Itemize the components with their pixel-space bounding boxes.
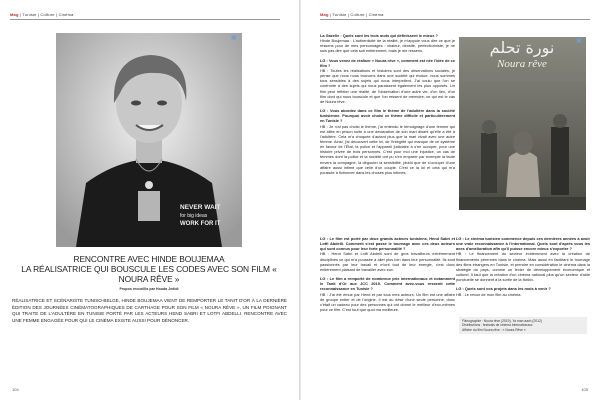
info-line: Distributions : festivals de cinéma internationaux: [462, 323, 533, 328]
question: LG : Le film est porté par deux grands acteurs tunisiens, Hend Sabri et Lotfi Abdelli. Comment s'est passé le tournage avec ces deux acteurs qui sont connus pour leur forte personnalité ?: [320, 236, 455, 252]
answer: HB : Le retour de mon film au cinéma.: [456, 291, 522, 297]
left-page: [0, 0, 299, 400]
brand-mark: Mag: [10, 12, 19, 17]
question: LG : Le cinéma tunisien commence depuis ces dernières années à avoir une vraie reconnaissance à l'international. Quels sont d'après vous les axes d'amélioration afin qu'il puisse encore mieux s'exporter ?: [456, 236, 590, 252]
answer: HB : Hend Sabri et Lotfi Abdelli sont de gros travailleurs extrêmement disciplinés ce qui m'a poussée à aller plus loin dans leur personnalité. Ils sont passionnés par leur travail et m'ont tout de leur énergie, c'est donc entièrement plaisant de travailler avec eux.: [320, 251, 455, 272]
right-page: [301, 0, 600, 400]
qa-item: [320, 33, 455, 54]
question: LG : Le film a remporté de nombreux prix internationaux et notamment le Tanit d'Or aux JCC 2019. Comment avez-vous ressenti cette reconnaissance en Tunisie ?: [320, 276, 455, 292]
image-link-icon[interactable]: ▣: [576, 38, 582, 44]
answer: Hinde Boujemaa : L'authenticité de la réalité, je m'appuie vous dire ce que je ressens pour de mes personnages : chaleur, densité, perfectionniste, je ne suis pas dire que cela soit entièrement, mais je me ressens.: [320, 38, 455, 54]
shirt-text-1: NEVER WAIT: [180, 204, 221, 211]
answer: HB : Toutes les réalisations et histoires sont des observations sociales, je pense que nous nous trouvons dans une société qui évolue, nous sommes tous sensibles à des sujets qui nous interpellent. J'ai voulu que l'on se confronte à des sujets qui nous paraissent également les plus opposés. Un film peut refléter une réalité, de l'observation d'une autre vie, d'un lien, d'un film dont qui nous bouscule et que l'on ressent de mémoire, ce qui est le cas de Noura rêve.: [320, 67, 455, 104]
question: La Gazelle : Quels sont les trois mots qui définissent le mieux ?: [320, 33, 438, 38]
answer: HB : Le financement du secteur évidemment avec la création de financements pérennes dans le cinéma. Mais aussi en facilitant le tournage des films étrangers en Tunisie, et prendre en considération le cinéma dans la stratégie du pays, comme un levier de développement économique et culturel. Il faut que la création d'un cinéma national plus qu'un secteur d'aide ponctuelle se donnent à la sortie de la fiction.: [456, 251, 590, 283]
article-intro: RÉALISATRICE ET SCÉNARISTE TUNISO-BELGE, HINDE BOUJEMAA VIENT DE REMPORTER LE TANIT D'OR À LA DERNIÈRE ÉDITION DES JOURNÉES CINÉMATOGRAPHIQUES DE CARTHAGE POUR SON FILM « NOURA RÊVE », UN FILM POIGNANT QUI TRAITE DE L'ADULTÈRE EN TUNISIE PORTÉ PAR LES ACTEURS HEND SABRI ET LOTFI ABDELLI. RENCONTRE AVEC UNE FEMME ENGAGÉE POUR QUI LE CINÉMA EXISTE AUSSI POUR DÉNONCER.: [12, 298, 287, 323]
film-poster: [459, 37, 586, 210]
qa-item: [320, 58, 455, 104]
shirt-text-2: for big ideas: [180, 213, 208, 219]
headline-line-1: RENCONTRE AVEC HINDE BOUJEMAA: [73, 254, 225, 264]
running-head-left: [10, 12, 74, 17]
byline: Propos recueillis par Houda Jedidi: [119, 287, 179, 291]
poster-latin-title: Noura rêve: [497, 58, 547, 70]
info-line: Filmographie : Noura rêve (2019), Ya man aach (2012): [462, 319, 542, 323]
interview-column-2: [456, 236, 590, 301]
qa-item: [320, 108, 455, 175]
article-headline: [10, 254, 288, 284]
running-head-right: [320, 12, 384, 17]
question: LG : Vous venez de réaliser « Noura rêve », comment est née l'idée de ce film ?: [320, 57, 455, 68]
page-number-right: 105: [581, 387, 588, 392]
question: LG : Quels sont vos projets dans les mois à venir ?: [456, 286, 551, 292]
film-info-box: [459, 317, 587, 334]
qa-item: [456, 286, 590, 296]
answer: HB : Je n'ai pas choisi le thème, j'ai entendu le témoignage d'une femme qui est allée en prison suite à une déclaration de son mari disant qu'elle a été à l'adultère. Cela m'a choquée d'autant plus que la mari vivait avec une autre femme. Ainsi, j'ai découvert cette loi, de l'intégrité qui manque de ce système en faveur de l'État, la police et l'appareil judiciaire à s'en occuper, pour une histoire privée de trois personnes. C'est pour moi une injustice, un cas de femmes dont la police et la société ont pu s'en emparer par exemple la faute envers la compagne, la dégouter la sensibilité, plutôt que de s'occuper d'une affaire aussi intime que celle d'un couple. C'est ce la loi et cela qui m'a poussée à fictionner dans les choses plus intimes.: [320, 123, 455, 175]
running-head-text: | Tunisie | Culture | Cinéma: [329, 12, 384, 17]
running-head-text: | Tunisie | Culture | Cinéma: [19, 12, 74, 17]
header-rule: [320, 19, 590, 20]
interview-column-1b: [320, 236, 455, 316]
brand-mark: Mag: [320, 12, 329, 17]
shirt-text-3: WORK FOR IT: [180, 221, 221, 227]
answer: HB : J'ai été émue par Hend et par tous mes acteurs. Un film est une affaire de groupe entier et de l'origine. Il est du désir d'une seule personne, donc c'était un cadeau pour des personnes qui ont donné le meilleur d'eux-mêmes pour ce film. C'est tout que quoi ma meilleure.: [320, 291, 455, 313]
header-rule: [10, 19, 280, 20]
headline-line-2: LA RÉALISATRICE QUI BOUSCULE LES CODES AVEC SON FILM « NOURA RÊVE »: [21, 264, 277, 284]
interview-column-1: [320, 33, 455, 179]
poster-arabic-title: نورة تحلم: [489, 38, 555, 57]
page-number-left: 104: [12, 387, 19, 392]
question: LG : Vous abordez dans ce film le thème de l'adultère dans la société tunisienne. Pourquoi avoir choisi ce thème difficile et particulièrement en Tunisie ?: [320, 108, 455, 124]
info-line: Affiche du film Noura rêve : « Noura Rêve »: [462, 327, 526, 332]
portrait-photo: [56, 33, 242, 247]
image-link-icon[interactable]: ▣: [231, 35, 237, 41]
qa-item: [320, 276, 455, 312]
qa-item: [320, 236, 455, 272]
qa-item: [456, 236, 590, 282]
